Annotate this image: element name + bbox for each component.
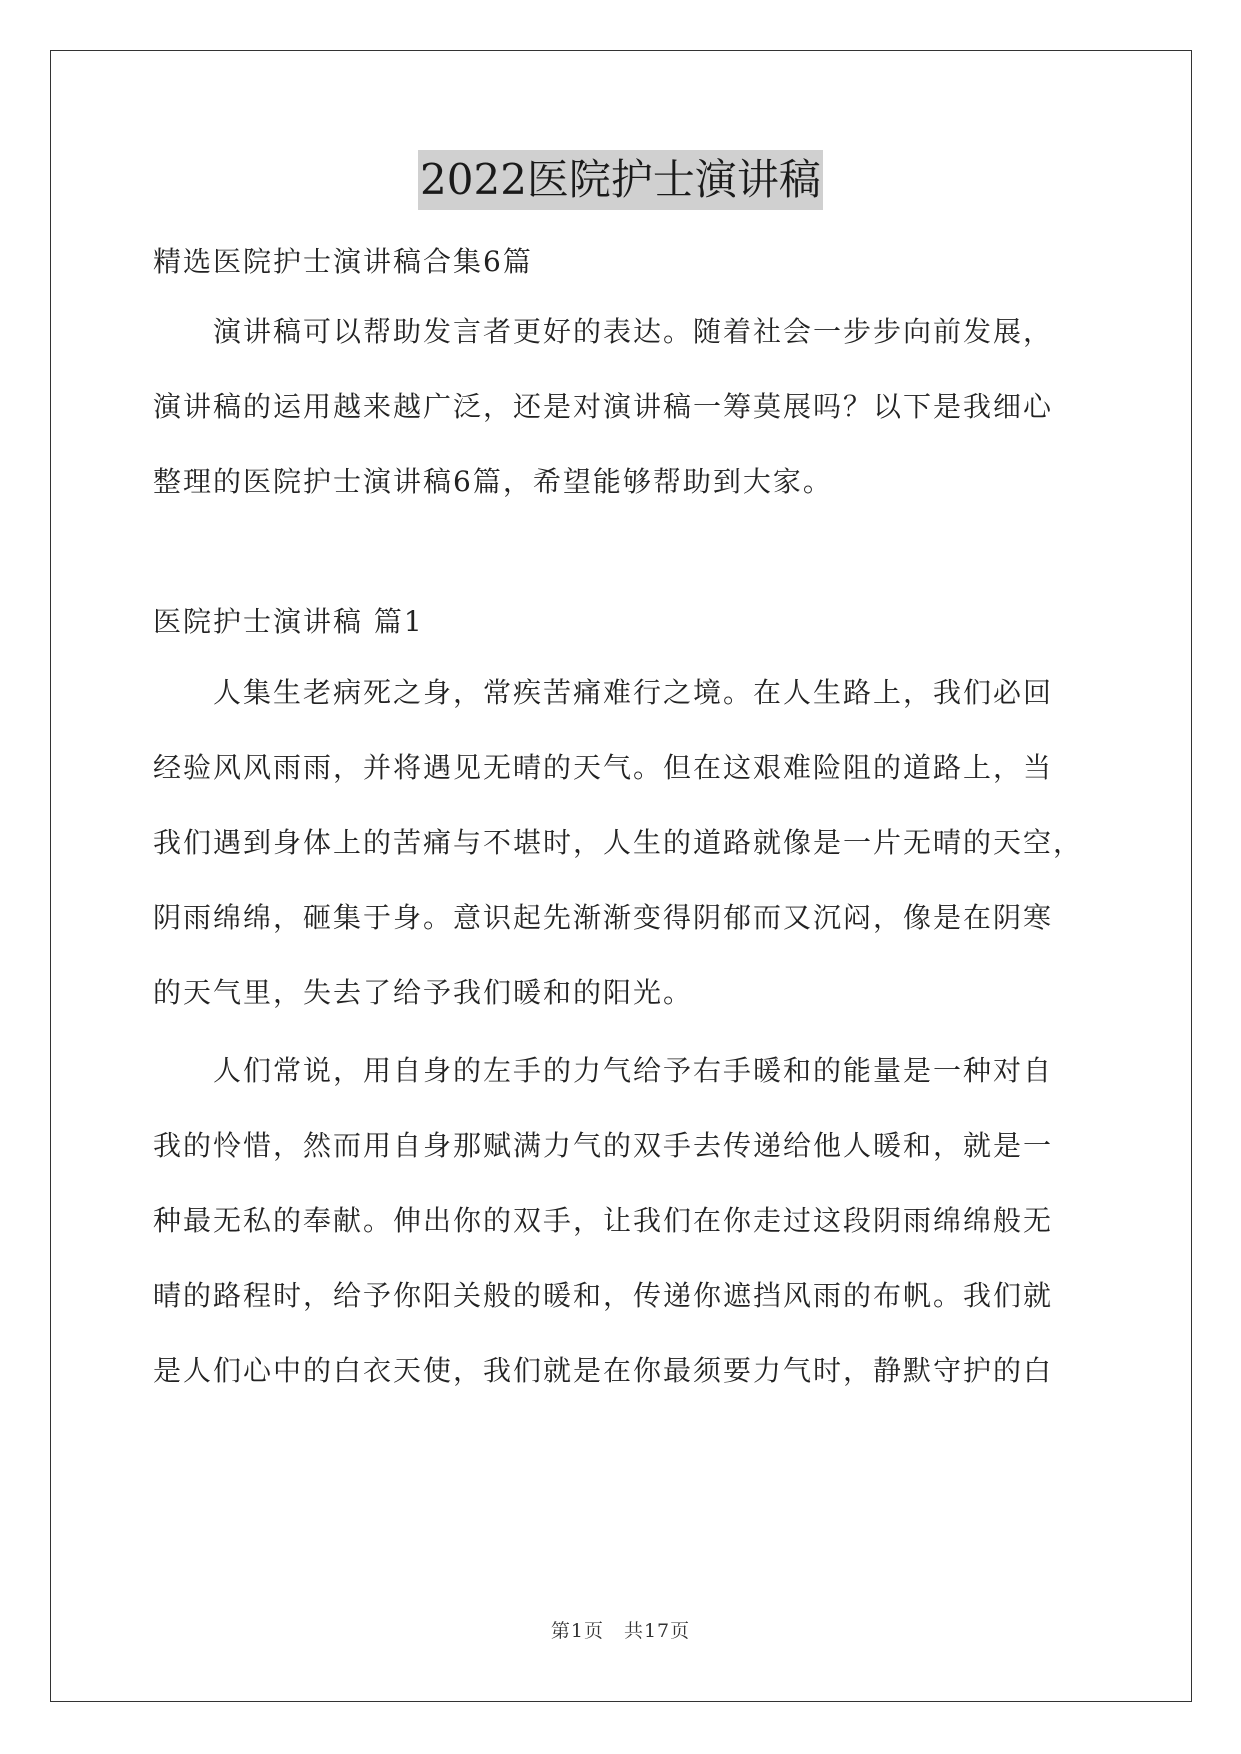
paragraph-line: 种最无私的奉献。伸出你的双手，让我们在你走过这段阴雨绵绵般无	[153, 1204, 1054, 1237]
section-heading: 医院护士演讲稿 篇1	[153, 605, 424, 638]
page-border	[50, 50, 1192, 1702]
paragraph-line: 人集生老病死之身，常疾苦痛难行之境。在人生路上，我们必回	[213, 676, 1054, 709]
title-container	[0, 150, 1241, 210]
intro-line: 演讲稿的运用越来越广泛，还是对演讲稿一筹莫展吗？以下是我细心	[153, 390, 1054, 423]
page-number-footer: 第1页 共17页	[550, 1620, 691, 1642]
document-title: 2022医院护士演讲稿	[418, 150, 823, 210]
paragraph-line: 晴的路程时，给予你阳关般的暖和，传递你遮挡风雨的布帆。我们就	[153, 1279, 1054, 1312]
subtitle: 精选医院护士演讲稿合集6篇	[153, 245, 533, 278]
paragraph-line: 阴雨绵绵，砸集于身。意识起先渐渐变得阴郁而又沉闷，像是在阴寒	[153, 901, 1054, 934]
paragraph-line: 我们遇到身体上的苦痛与不堪时，人生的道路就像是一片无晴的天空，	[153, 826, 1084, 859]
paragraph-line: 经验风风雨雨，并将遇见无晴的天气。但在这艰难险阻的道路上，当	[153, 751, 1054, 784]
intro-line: 整理的医院护士演讲稿6篇，希望能够帮助到大家。	[153, 465, 833, 498]
paragraph-line: 的天气里，失去了给予我们暖和的阳光。	[153, 976, 694, 1009]
paragraph-line: 是人们心中的白衣天使，我们就是在你最须要力气时，静默守护的白	[153, 1354, 1054, 1387]
intro-line: 演讲稿可以帮助发言者更好的表达。随着社会一步步向前发展，	[213, 315, 1054, 348]
paragraph-line: 我的怜惜，然而用自身那赋满力气的双手去传递给他人暖和，就是一	[153, 1129, 1054, 1162]
paragraph-line: 人们常说，用自身的左手的力气给予右手暖和的能量是一种对自	[213, 1054, 1054, 1087]
